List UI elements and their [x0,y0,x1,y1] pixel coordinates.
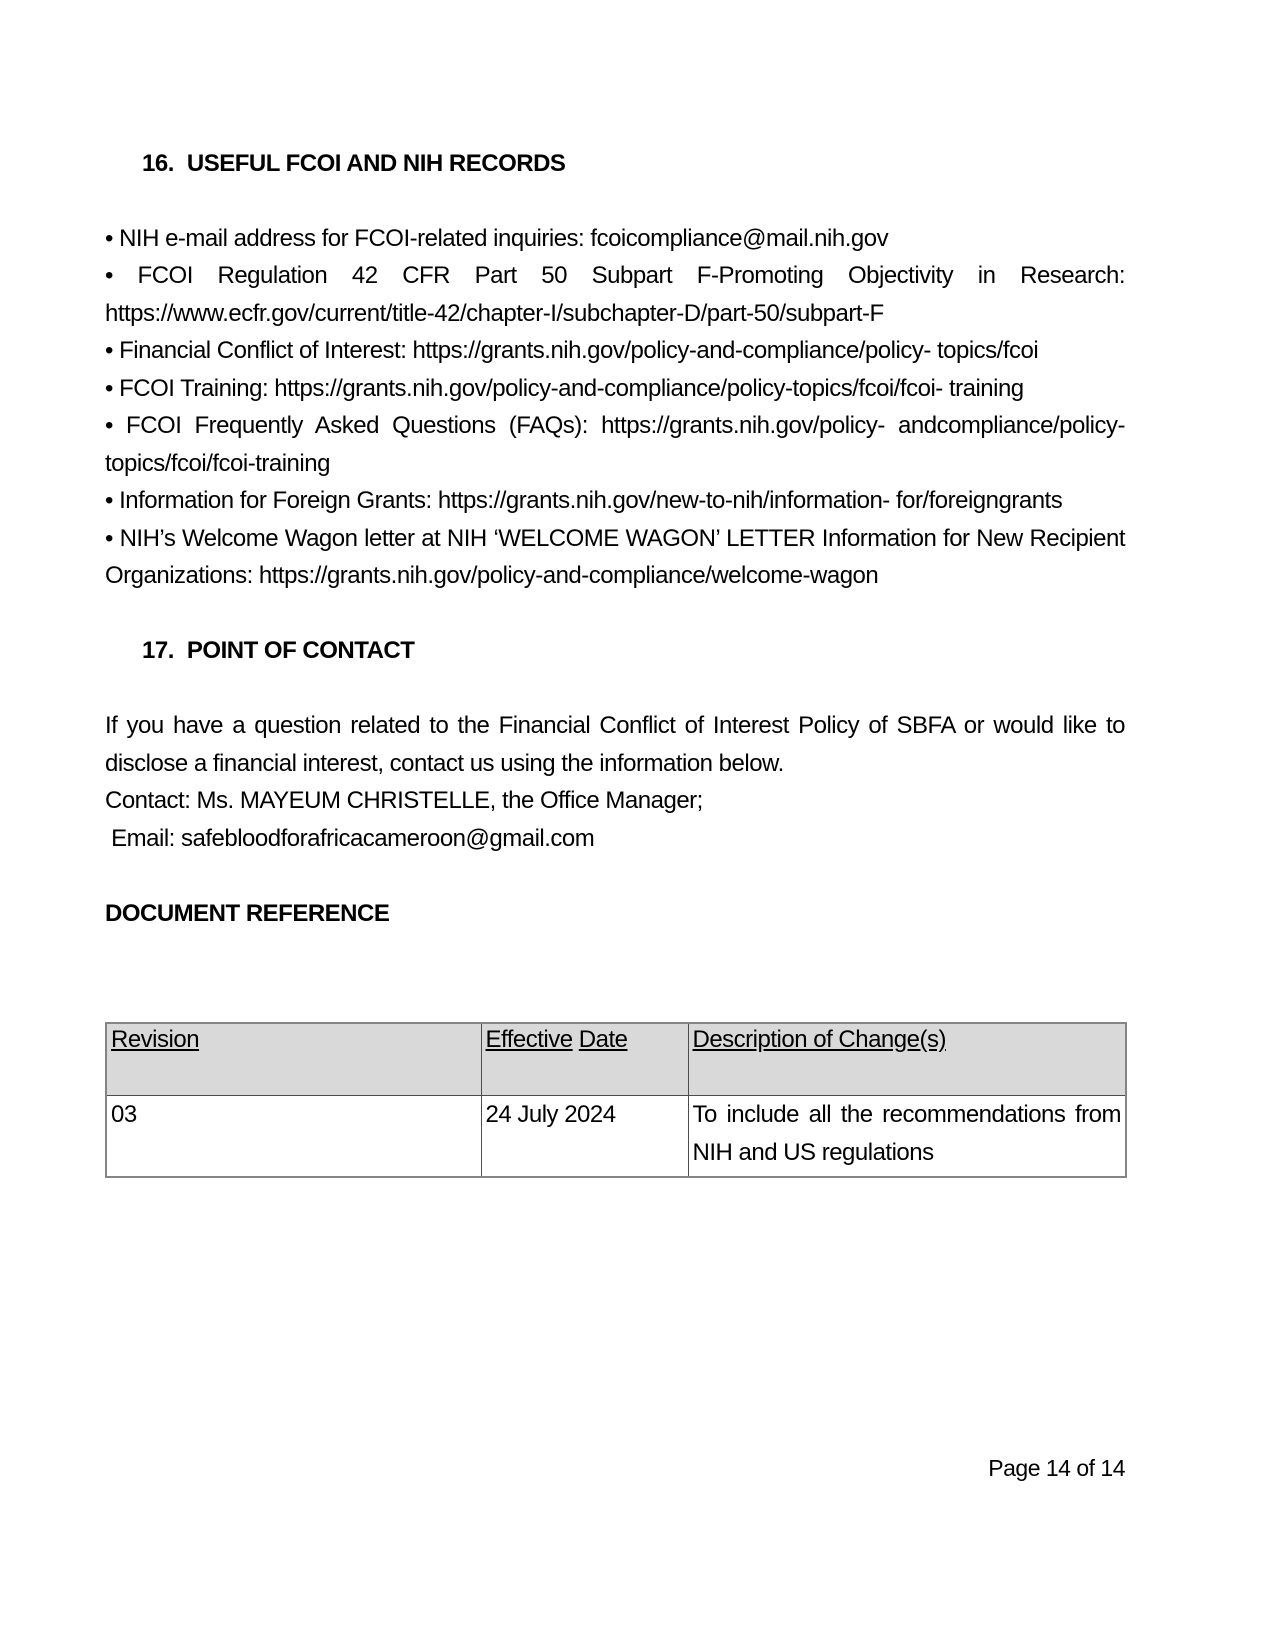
document-reference-table [105,1022,1127,1178]
text-line: • FCOI Frequently Asked Questions (FAQs): https://grants.nih.gov/policy- andcompliance/policy- [105,412,1125,439]
text-line: topics/fcoi/fcoi-training [105,449,330,477]
section-17-number: 17. [142,637,174,664]
section-16-body [105,220,1125,595]
page-number: Page 14 of 14 [988,1455,1125,1481]
text-line: • Information for Foreign Grants: https://grants.nih.gov/new-to-nih/information- for/foreigngrants [105,487,1063,514]
text-line: • NIH e-mail address for FCOI-related inquiries: fcoicompliance@mail.nih.gov [105,224,889,252]
section-16-heading [105,107,1125,220]
column-header-description [688,1023,1126,1096]
text-line: Contact: Ms. MAYEUM CHRISTELLE, the Office Manager; [105,787,703,814]
column-header-label: Effective [485,1026,573,1053]
cell-revision: 03 [106,1096,481,1178]
text-line: Email: safebloodforafricacameroon@gmail.com [105,824,595,852]
document-reference-heading: DOCUMENT REFERENCE [105,899,390,927]
section-16-number: 16. [142,149,174,177]
column-header-revision [106,1023,481,1096]
column-header-label: Description of Change(s) [692,1026,946,1053]
text-line: • FCOI Regulation 42 CFR Part 50 Subpart F-Promoting Objectivity in Research: [105,262,1125,289]
section-17-body [105,707,1125,857]
text-line: Organizations: https://grants.nih.gov/policy-and-compliance/welcome-wagon [105,562,879,589]
page-content [105,107,1125,1178]
section-17-heading [105,595,1125,708]
text-line: • Financial Conflict of Interest: https://grants.nih.gov/policy-and-compliance/policy- topics/fcoi [105,337,1039,364]
table-row [106,1096,1126,1178]
section-17-title: POINT OF CONTACT [186,637,415,664]
column-header-label: Date [578,1026,628,1053]
description-line: To include all the recommendations from [692,1101,1121,1128]
text-line: https://www.ecfr.gov/current/title-42/chapter-I/subchapter-D/part-50/subpart-F [105,299,884,327]
text-line: • NIH’s Welcome Wagon letter at NIH ‘WELCOME WAGON’ LETTER Information for New Recipient [105,524,1125,552]
text-line: disclose a financial interest, contact us using the information below. [105,749,784,777]
table-header-row [106,1023,1126,1096]
description-line: NIH and US regulations [692,1138,934,1166]
section-16-title: USEFUL FCOI AND NIH RECORDS [186,149,566,177]
text-line: • FCOI Training: https://grants.nih.gov/policy-and-compliance/policy-topics/fcoi/fcoi- training [105,374,1024,402]
cell-effective-date: 24 July 2024 [481,1096,688,1178]
text-line: If you have a question related to the Financial Conflict of Interest Policy of SBFA or would like to [105,712,1125,739]
cell-description [688,1096,1126,1178]
column-header-label: Revision [111,1026,200,1053]
column-header-effective-date [481,1023,688,1096]
